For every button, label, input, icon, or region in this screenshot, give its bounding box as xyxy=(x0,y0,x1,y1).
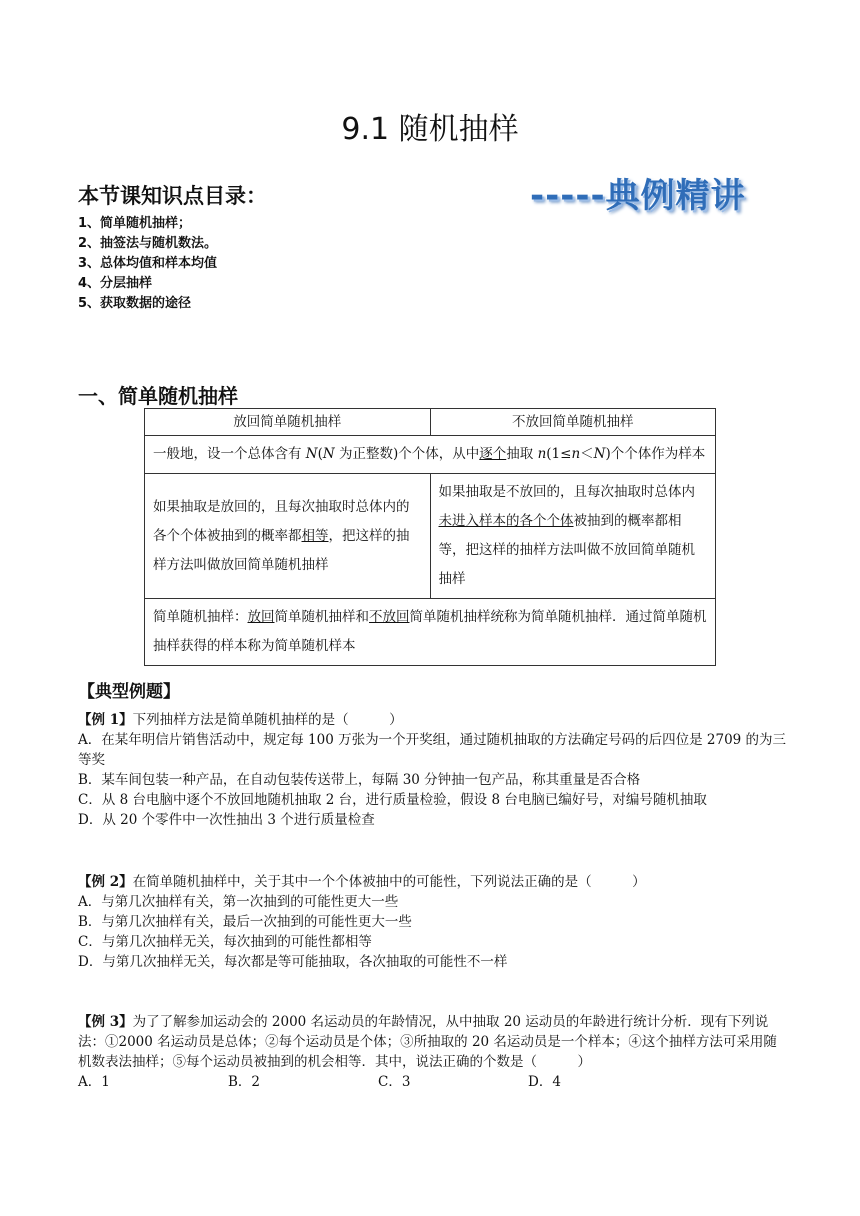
toc-list xyxy=(78,214,217,314)
toc-heading: 本节课知识点目录： xyxy=(78,184,267,208)
option: C．3 xyxy=(378,1074,411,1090)
option: C．与第几次抽样无关，每次抽到的可能性都相等 xyxy=(78,934,372,950)
table-cell-with-replacement: 如果抽取是放回的，且每次抽取时总体内的各个个体被抽到的概率都相等，把这样的抽样方法叫做放回简单随机抽样 xyxy=(145,474,431,599)
option: B．与第几次抽样有关，最后一次抽到的可能性更大一些 xyxy=(78,914,412,930)
example-1: 【例 1】下列抽样方法是简单随机抽样的是（ ） A．在某年明信片销售活动中，规定每 100 万张为一个开奖组，通过随机抽取的方法确定号码的后四位是 2709 的为三等奖 B．某车间包装一种产品，在自动包装传送带上，每隔 30 分钟抽一包产品，称其重量是否合格 C．从 8 台电脑中逐个不放回地随机抽取 2 台，进行质量检验，假设 8 台电脑已编好号，对编号随机抽取 D．从 20 个零件中一次性抽出 3 个进行质量检查 xyxy=(78,710,790,830)
table-header-cell: 不放回简单随机抽样 xyxy=(430,409,716,436)
page-title: 9.1 随机抽样 xyxy=(341,112,519,147)
option: D．从 20 个零件中一次性抽出 3 个进行质量检查 xyxy=(78,812,375,828)
option: C．从 8 台电脑中逐个不放回地随机抽取 2 台，进行质量检验，假设 8 台电脑已编好号，对编号随机抽取 xyxy=(78,792,707,808)
option: A．与第几次抽样有关，第一次抽到的可能性更大一些 xyxy=(78,894,399,910)
option: B．某车间包装一种产品，在自动包装传送带上，每隔 30 分钟抽一包产品，称其重量是否合格 xyxy=(78,772,641,788)
toc-item: 3、总体均值和样本均值 xyxy=(78,256,218,271)
example-2: 【例 2】在简单随机抽样中，关于其中一个个体被抽中的可能性，下列说法正确的是（ ） A．与第几次抽样有关，第一次抽到的可能性更大一些 B．与第几次抽样有关，最后一次抽到的可能性更大一些 C．与第几次抽样无关，每次抽到的可能性都相等 D．与第几次抽样无关，每次都是等可能抽取，各次抽取的可能性不一样 xyxy=(78,872,790,972)
table-cell-without-replacement: 如果抽取是不放回的，且每次抽取时总体内未进入样本的各个个体被抽到的概率都相等，把这样的抽样方法叫做不放回简单随机抽样 xyxy=(430,474,716,599)
option: B．2 xyxy=(228,1074,261,1090)
table-header-cell: 放回简单随机抽样 xyxy=(145,409,431,436)
option: D．4 xyxy=(528,1074,561,1090)
example-3: 【例 3】为了了解参加运动会的 2000 名运动员的年龄情况，从中抽取 20 运动员的年龄进行统计分析．现有下列说法：①2000 名运动员是总体；②每个运动员是个体；③所抽取的 20 名运动员是一个样本；④这个抽样方法可采用随机数表法抽样；⑤每个运动员被抽到的机会相等．其中，说法正确的个数是（ ） A．1 B．2 C．3 D．4 xyxy=(78,1012,790,1092)
toc-item: 4、分层抽样 xyxy=(78,276,153,291)
table-summary-cell: 简单随机抽样：放回简单随机抽样和不放回简单随机抽样统称为简单随机抽样．通过简单随机抽样获得的样本称为简单随机样本 xyxy=(145,599,716,666)
toc-item: 1、简单随机抽样； xyxy=(78,216,192,231)
toc-item: 5、获取数据的途径 xyxy=(78,296,192,311)
section-heading: 一、简单随机抽样 xyxy=(78,384,238,408)
comparison-table xyxy=(144,408,716,666)
banner-logo: -----典例精讲 xyxy=(530,176,746,216)
options-row xyxy=(78,1072,790,1092)
option: A．在某年明信片销售活动中，规定每 100 万张为一个开奖组，通过随机抽取的方法确定号码的后四位是 2709 的为三等奖 xyxy=(78,732,787,768)
examples-heading: 【典型例题】 xyxy=(78,682,180,702)
toc-item: 2、抽签法与随机数法。 xyxy=(78,236,218,251)
option: A．1 xyxy=(78,1074,110,1090)
table-definition-cell: 一般地，设一个总体含有 N(N 为正整数)个个体，从中逐个抽取 n(1≤n＜N)个个体作为样本 xyxy=(145,436,716,474)
option: D．与第几次抽样无关，每次都是等可能抽取，各次抽取的可能性不一样 xyxy=(78,954,508,970)
